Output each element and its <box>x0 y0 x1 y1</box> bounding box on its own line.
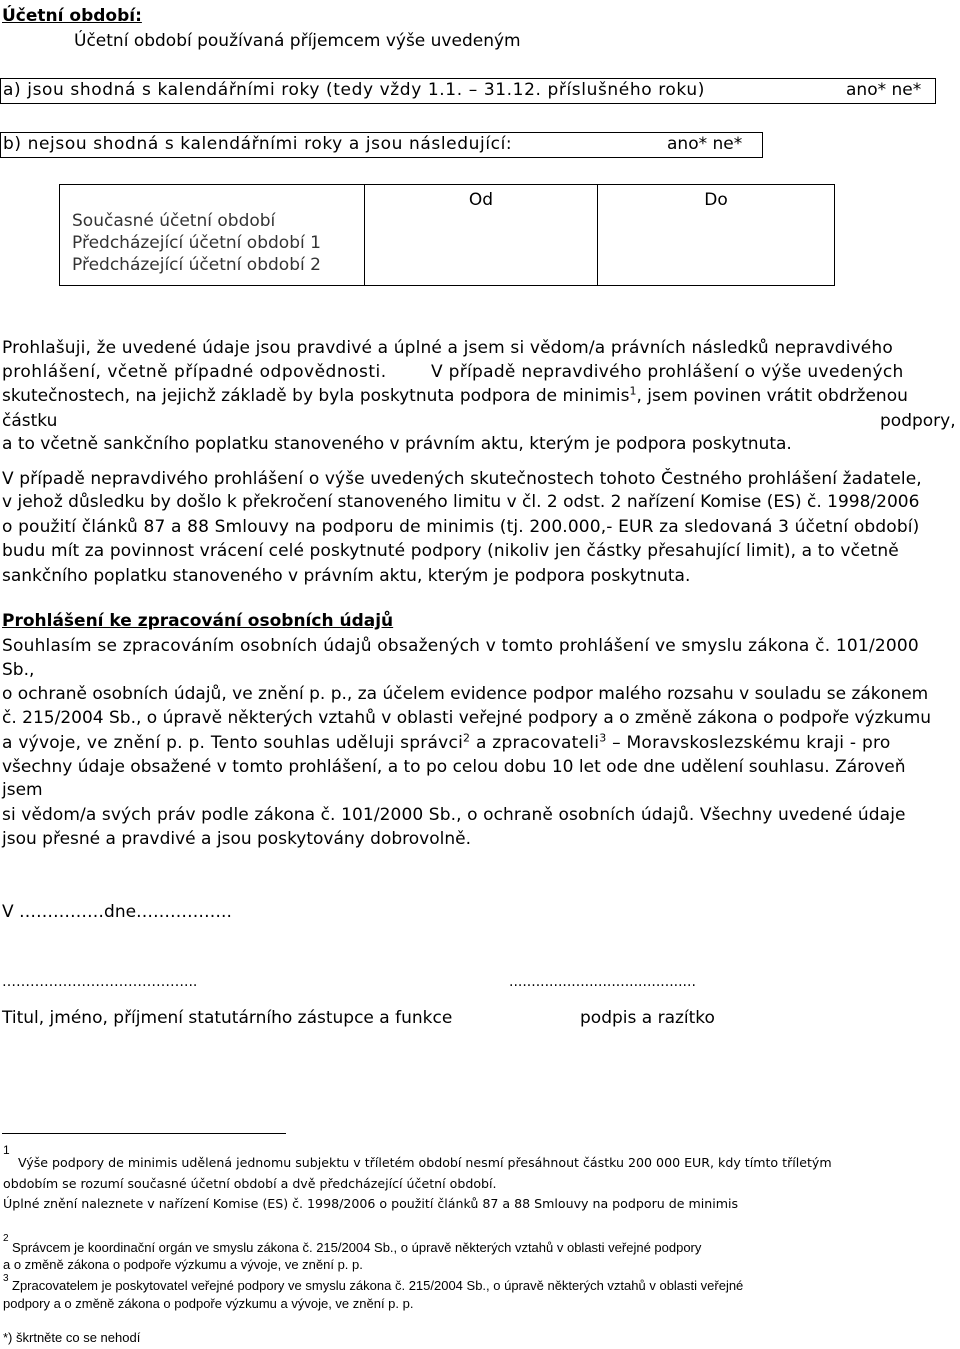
period-intro: Účetní období používaná příjemcem výše uvedeným <box>74 31 521 51</box>
option-a-text: a) jsou shodná s kalendářními roky (tedy vždy 1.1. – 31.12. příslušného roku) <box>3 80 705 100</box>
declaration-line-4a: částku <box>2 411 58 431</box>
footnote-ref-3: 3 <box>599 731 607 745</box>
footnote-1-line-1: Výše podpory de minimis udělená jednomu subjektu v tříletém období nesmí přesáhnout částku 200 000 EUR, kdy tímto tříletým <box>18 1155 832 1170</box>
footnote-2-number: 2 <box>3 1233 9 1244</box>
footnote-2-line-1: Správcem je koordinační orgán ve smyslu zákona č. 215/2004 Sb., o úpravě některých vztahů v oblasti veřejné podpory <box>12 1240 702 1255</box>
personal-data-line-5c: – Moravskoslezskému kraji - pro <box>606 733 891 753</box>
period-heading: Účetní období: <box>2 6 142 26</box>
periods-row-labels-cell <box>60 185 365 286</box>
place-date-field[interactable]: V ……………dne…………….. <box>2 902 232 922</box>
option-b-answer: ano* ne* <box>667 134 743 154</box>
declaration-line-2b: V případě nepravdivého prohlášení o výše uvedených <box>431 362 904 382</box>
declaration-line-4b: podpory, <box>880 411 956 431</box>
declaration-line-3b: , jsem povinen vrátit obdrženou <box>636 386 908 406</box>
from-date-cell[interactable] <box>365 185 598 286</box>
signature-dots-right: .......................................... <box>509 974 696 990</box>
row-label-current: Současné účetní období <box>72 211 276 231</box>
paragraph2-line-3: o použití článků 87 a 88 Smlouvy na podporu de minimis (tj. 200.000,- EUR za sledovaná 3 účetní období) <box>2 517 920 537</box>
row-label-previous-2: Předcházející účetní období 2 <box>72 255 321 275</box>
to-date-cell[interactable] <box>598 185 835 286</box>
footnote-1-number: 1 <box>3 1143 10 1157</box>
footnote-separator <box>2 1133 286 1134</box>
personal-data-line-5a: a vývoje, ve znění p. p. Tento souhlas uděluji správci <box>2 733 464 753</box>
footnote-ref-2: 2 <box>463 731 471 745</box>
personal-data-line-5b: a zpracovateli <box>470 733 600 753</box>
col-header-to: Do <box>704 190 728 210</box>
declaration-line-3a: skutečnostech, na jejichž základě by byla poskytnuta podpora de minimis <box>2 386 630 406</box>
paragraph2-line-5: sankčního poplatku stanoveného v právním aktu, kterým je podpora poskytnuta. <box>2 566 691 586</box>
footnote-1-line-2: obdobím se rozumí současné účetní období a dvě předcházející účetní období. <box>3 1176 497 1191</box>
paragraph2-line-2: v jehož důsledku by došlo k překročení stanoveného limitu v čl. 2 odst. 2 nařízení Komise (ES) č. 1998/2006 <box>2 492 920 512</box>
footnote-3-number: 3 <box>3 1273 9 1284</box>
footnote-2-line-2: a o změně zákona o podpoře výzkumu a vývoje, ve znění p. p. <box>3 1257 363 1272</box>
personal-data-line-9: jsou přesné a pravdivé a jsou poskytovány dobrovolně. <box>2 829 471 849</box>
periods-table <box>59 184 835 286</box>
option-b-text: b) nejsou shodná s kalendářními roky a jsou následující: <box>3 134 513 154</box>
signature-label-left: Titul, jméno, příjmení statutárního zástupce a funkce <box>2 1008 453 1028</box>
row-label-previous-1: Předcházející účetní období 1 <box>72 233 321 253</box>
paragraph2-line-1: V případě nepravdivého prohlášení o výše uvedených skutečnostech tohoto Čestného prohlášení žadatele, <box>2 469 922 489</box>
personal-data-line-5 <box>2 733 891 753</box>
footnote-1-line-3: Úplné znění naleznete v nařízení Komise (ES) č. 1998/2006 o použití článků 87 a 88 Smlouvy na podporu de minimis <box>3 1196 739 1211</box>
declaration-line-5: a to včetně sankčního poplatku stanoveného v právním aktu, kterým je podpora poskytnuta. <box>2 434 792 454</box>
personal-data-line-7: jsem <box>2 780 43 800</box>
footnote-3-line-2: podpory a o změně zákona o podpoře výzkumu a vývoje, ve znění p. p. <box>3 1296 414 1311</box>
declaration-line-3 <box>2 386 908 406</box>
declaration-line-1: Prohlašuji, že uvedené údaje jsou pravdivé a úplné a jsem si vědom/a právních následků nepravdivého <box>2 338 893 358</box>
personal-data-line-4: č. 215/2004 Sb., o úpravě některých vztahů v oblasti veřejné podpory a o změně zákona o podpoře výzkumu <box>2 708 932 728</box>
signature-dots-left: …………………………………... <box>2 974 198 990</box>
personal-data-line-1: Souhlasím se zpracováním osobních údajů obsažených v tomto prohlášení ve smyslu zákona č. 101/2000 <box>2 636 919 656</box>
personal-data-line-2: Sb., <box>2 660 35 680</box>
personal-data-line-6: všechny údaje obsažené v tomto prohlášení, a to po celou dobu 10 let ode dne udělení souhlasu. Zároveň <box>2 757 906 777</box>
personal-data-heading: Prohlášení ke zpracování osobních údajů <box>2 611 394 631</box>
personal-data-line-8: si vědom/a svých práv podle zákona č. 101/2000 Sb., o ochraně osobních údajů. Všechny uvedené údaje <box>2 805 906 825</box>
declaration-line-2a: prohlášení, včetně případné odpovědnosti. <box>2 362 387 382</box>
footnote-3-line-1: Zpracovatelem je poskytovatel veřejné podpory ve smyslu zákona č. 215/2004 Sb., o úpravě některých vztahů v oblasti veřejné <box>12 1278 744 1293</box>
col-header-from: Od <box>468 190 494 210</box>
paragraph2-line-4: budu mít za povinnost vrácení celé poskytnuté podpory (nikoliv jen částky přesahující limit), a to včetně <box>2 541 899 561</box>
strike-note: *) škrtněte co se nehodí <box>3 1330 141 1345</box>
footnote-ref-1: 1 <box>629 384 637 398</box>
personal-data-line-3: o ochraně osobních údajů, ve znění p. p., za účelem evidence podpor malého rozsahu v souladu se zákonem <box>2 684 929 704</box>
option-a-answer: ano* ne* <box>846 80 922 100</box>
signature-label-right: podpis a razítko <box>580 1008 715 1028</box>
